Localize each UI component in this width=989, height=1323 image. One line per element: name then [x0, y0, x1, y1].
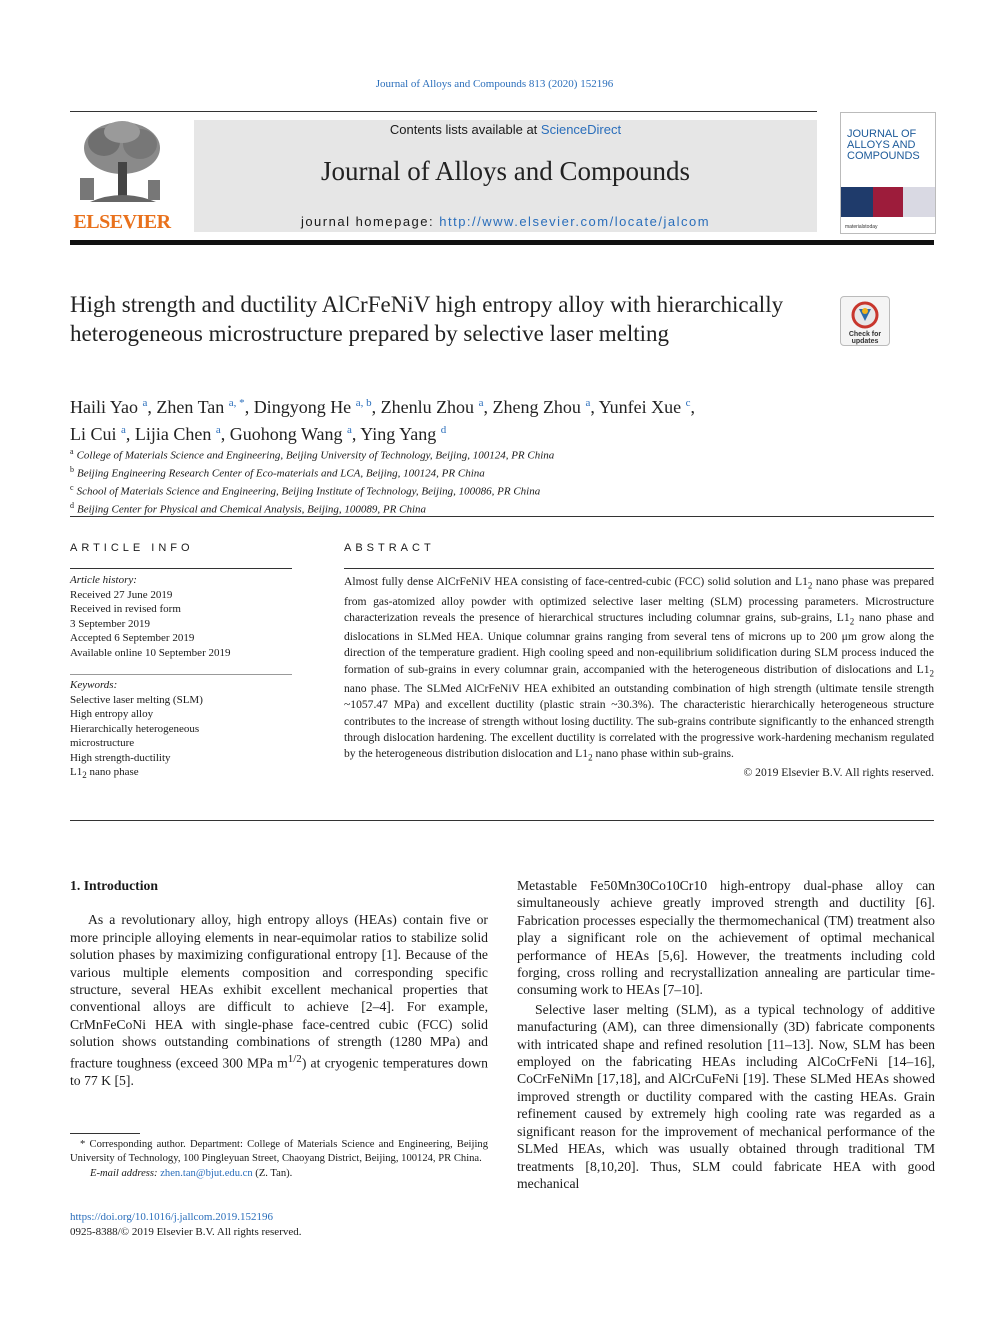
affiliation-list	[70, 445, 830, 518]
corresponding-author-note: * Corresponding author. Department: College of Materials Science and Engineering, Beijing University of Technology, 100 Pingleyuan Street, Chaoyang District, Beijing, 100124, PR China.	[70, 1139, 488, 1165]
history-line: 3 September 2019	[70, 617, 151, 630]
author-name[interactable]: Dingyong He	[253, 397, 352, 417]
keyword-item: microstructure	[70, 737, 135, 749]
journal-title: Journal of Alloys and Compounds	[321, 156, 690, 186]
article-info-heading: ARTICLE INFO	[70, 542, 194, 554]
author-separator: ,	[147, 397, 157, 417]
author-name[interactable]: Zheng Zhou	[492, 397, 581, 417]
abstract-seg: Almost fully dense AlCrFeNiV HEA consisting of face-centred-cubic (FCC) solid solution and L1	[344, 575, 808, 588]
author-affiliation-mark[interactable]: a	[142, 397, 148, 409]
history-line: Accepted 6 September 2019	[70, 632, 195, 644]
author-affiliation-mark[interactable]: d	[440, 424, 447, 436]
author-name[interactable]: Guohong Wang	[229, 424, 343, 444]
left-column	[70, 877, 488, 1089]
article-info-rule	[70, 568, 292, 569]
contents-line	[194, 122, 817, 137]
intro-text: As a revolutionary alloy, high entropy alloys (HEAs) contain five or more principle alloying elements in near-equimolar ratios to stabilize solid solution phases by maximizing configurational entropy [1]. Because of the various multiple elements composition and corresponding specific structure, several HEAs exhibit excellent mechanical properties that conventional alloys are difficult to achieve [2–4]. For example, CrMnFeCoNi HEA with single-phase face-centred cubic (FCC) solid solution shows outstanding combinations of strength (1280 MPa) and fracture toughness (exceed 300 MPa m	[70, 912, 488, 1071]
header-thick-rule	[70, 240, 934, 245]
footnote-rule	[70, 1133, 140, 1134]
affiliation-item	[70, 463, 830, 481]
cover-title: JOURNAL OF ALLOYS AND COMPOUNDS	[847, 128, 920, 162]
author-affiliation-mark[interactable]: a	[215, 424, 221, 436]
author-affiliation-mark[interactable]: a	[478, 397, 484, 409]
keyword-item: Hierarchically heterogeneous	[70, 722, 200, 735]
contents-prefix: Contents lists available at	[389, 122, 541, 137]
affiliation-item	[70, 499, 830, 517]
author-affiliation-mark[interactable]: a	[347, 424, 352, 436]
check-updates-label: Check for updates	[848, 331, 882, 345]
cover-footer: materialstoday	[845, 224, 878, 230]
abstract-seg: nano phase within sub-grains.	[592, 746, 734, 760]
intro-paragraph-1	[70, 911, 488, 1089]
body-rule	[70, 820, 934, 821]
author-separator: ,	[244, 397, 254, 417]
homepage-line	[194, 214, 817, 229]
abstract-paragraph	[344, 574, 934, 765]
homepage-prefix: journal homepage:	[300, 214, 440, 229]
affiliation-mark: a	[70, 447, 74, 456]
keywords-rule	[70, 674, 292, 675]
keyword-item: High entropy alloy	[70, 708, 154, 720]
author-separator: ,	[690, 397, 696, 417]
doi-link[interactable]: https://doi.org/10.1016/j.jallcom.2019.152196	[70, 1211, 273, 1223]
affiliation-item	[70, 481, 830, 499]
affiliation-item	[70, 445, 830, 463]
author-separator: ,	[351, 424, 361, 444]
abstract-copyright: © 2019 Elsevier B.V. All rights reserved.	[743, 766, 934, 780]
author-affiliation-mark[interactable]: c	[685, 397, 691, 409]
history-line: Available online 10 September 2019	[70, 646, 231, 659]
history-label: Article history:	[70, 574, 137, 586]
author-separator: ,	[125, 424, 135, 444]
author-name[interactable]: Zhen Tan	[156, 397, 225, 417]
author-name[interactable]: Lijia Chen	[134, 424, 212, 444]
keyword-sub: 2	[82, 770, 87, 781]
abstract-sub: 2	[807, 580, 813, 591]
author-name[interactable]: Ying Yang	[360, 424, 437, 444]
journal-cover[interactable]	[840, 112, 936, 234]
abstract-sub: 2	[849, 616, 855, 627]
affiliation-text: School of Materials Science and Engineering, Beijing Institute of Technology, Beijing, 100086, PR China	[76, 485, 541, 498]
abstract-rule	[344, 568, 934, 569]
check-for-updates-button[interactable]	[840, 296, 890, 346]
elsevier-tree-icon	[70, 118, 174, 212]
keyword-item: High strength-ductility	[70, 751, 171, 764]
author-separator: ,	[220, 424, 230, 444]
intro-text: ) at cryogenic temperatures down to 77 K [5].	[70, 1055, 488, 1088]
author-name[interactable]: Li Cui	[70, 424, 117, 444]
intro-superscript: 1/2	[287, 1052, 302, 1065]
author-affiliation-mark[interactable]: a	[121, 424, 126, 436]
history-line: Received 27 June 2019	[70, 588, 173, 601]
abstract-seg: nano phase. The SLMed AlCrFeNiV HEA exhibited an outstanding combination of high strength (ultimate tensile strength ~1057.47 MPa) and excellent ductility (plastic strain ~30.3%). The characteristic hierarchically heterogeneous structure contributes to the increase of strength without losing ductility. The sub-grains contribute significantly to the enhanced strength through dislocation hardening. The excellent ductility is correlated with the progressive work-hardening mechanism regulated by the heterogeneous distribution dislocation and L1	[344, 682, 934, 760]
abstract-body	[344, 574, 934, 782]
elsevier-logo[interactable]	[70, 118, 174, 236]
author-separator: ,	[590, 397, 599, 417]
keyword-rest: nano phase	[86, 766, 139, 778]
article-history	[70, 573, 292, 660]
author-separator: ,	[483, 397, 493, 417]
abstract-heading: ABSTRACT	[344, 542, 435, 554]
email-link[interactable]: zhen.tan@bjut.edu.cn	[160, 1167, 253, 1179]
author-separator: ,	[371, 397, 381, 417]
keyword-l12: L1	[70, 766, 83, 778]
top-rule	[70, 111, 817, 112]
email-line	[70, 1167, 488, 1181]
author-affiliation-mark[interactable]: a, *	[228, 397, 245, 409]
intro-paragraph-2: Metastable Fe50Mn30Co10Cr10 high-entropy dual-phase alloy can simultaneously achieve greatly improved strength and ductility [6]. Fabrication processes especially the thermomechanical (TM) treatment also play a significant role on the achievement of optimal mechanical performance of HEAs [5,6]. However, the treatments including cold forging, cross rolling and recrystallization annealing are particular time-consuming work to HEAs [7–10].	[517, 878, 935, 998]
intro-paragraph-3: Selective laser melting (SLM), as a typical technology of additive manufacturing (AM), can three dimensionally (3D) fabricate components with intricated shape and refined resolution [11–13]. Now, SLM has been employed on the fabricating HEAs including AlCoCrFeNi [14–16], CoCrFeNiMn [17,18], and AlCrCuFeNi [19]. These SLMed HEAs showed improved strength or ductility compared with the casting HEAs. Grain refinement caused by extremely high cooling rate was regarded as a significant reason for the improvement of mechanical performance of the SLMed HEAs, which was usually obtained through traditional TM treatments [8,10,20]. Thus, SLM could fabricate HEA with good mechanical	[517, 1001, 935, 1191]
author-affiliation-mark[interactable]: a, b	[355, 397, 372, 409]
keywords-label: Keywords:	[70, 679, 118, 691]
running-head[interactable]: Journal of Alloys and Compounds 813 (2020) 152196	[375, 78, 614, 90]
footnote	[70, 1138, 488, 1181]
introduction-heading: 1. Introduction	[70, 878, 158, 893]
affiliation-text: College of Materials Science and Engineering, Beijing University of Technology, Beijing, 100124, PR China	[76, 449, 555, 462]
keyword-item	[70, 765, 292, 783]
affiliation-mark: c	[70, 483, 74, 493]
check-updates-icon	[850, 301, 880, 329]
keyword-item: Selective laser melting (SLM)	[70, 693, 203, 706]
author-name[interactable]: Yunfei Xue	[598, 397, 682, 417]
affiliation-text: Beijing Center for Physical and Chemical Analysis, Beijing, 100089, PR China	[77, 504, 427, 517]
page-footer	[70, 1210, 302, 1239]
author-affiliation-mark[interactable]: a	[585, 397, 591, 409]
author-list	[70, 392, 830, 446]
journal-banner	[194, 120, 817, 232]
right-column	[517, 877, 935, 1192]
abstract-seg: nano phase was prepared from gas-atomized alloy powder with optimized selective laser melting (SLM) processing parameters. Microstructure characterization reveals the presence of hierarchical structures including columnar grains, sub-grains, L1	[344, 575, 934, 624]
affiliation-text: Beijing Engineering Research Center of Eco-materials and LCA, Beijing, 100124, PR China	[77, 467, 485, 480]
history-line: Received in revised form	[70, 603, 181, 615]
keyword-list	[70, 678, 292, 783]
section-rule	[70, 516, 934, 517]
abstract-sub: 2	[929, 667, 934, 678]
homepage-link[interactable]: http://www.elsevier.com/locate/jalcom	[439, 214, 711, 229]
affiliation-mark: d	[70, 501, 74, 511]
affiliation-mark: b	[70, 465, 74, 475]
email-label: E-mail address:	[90, 1167, 161, 1179]
sciencedirect-link[interactable]: ScienceDirect	[540, 122, 622, 137]
issn-line: 0925-8388/© 2019 Elsevier B.V. All rights reserved.	[70, 1225, 302, 1238]
abstract-seg: nano phase and dislocations in SLMed HEA. Unique columnar grains ranging from several tens of microns up to 200 μm grow along the direction of the temperature gradient. High cooling speed and non-equilibrium solidification during SLM process induced the formation of sub-grains in every columnar grain, accompanied with the heterogeneous distribution of dislocations and L1	[344, 610, 934, 676]
abstract-sub: 2	[588, 752, 593, 763]
author-name[interactable]: Haili Yao	[70, 397, 139, 417]
paper-title: High strength and ductility AlCrFeNiV high entropy alloy with hierarchically heterogeneous microstructure prepared by selective laser melting	[70, 292, 784, 346]
author-name[interactable]: Zhenlu Zhou	[380, 397, 475, 417]
publisher-name: ELSEVIER	[73, 211, 171, 233]
email-suffix: (Z. Tan).	[252, 1167, 293, 1179]
